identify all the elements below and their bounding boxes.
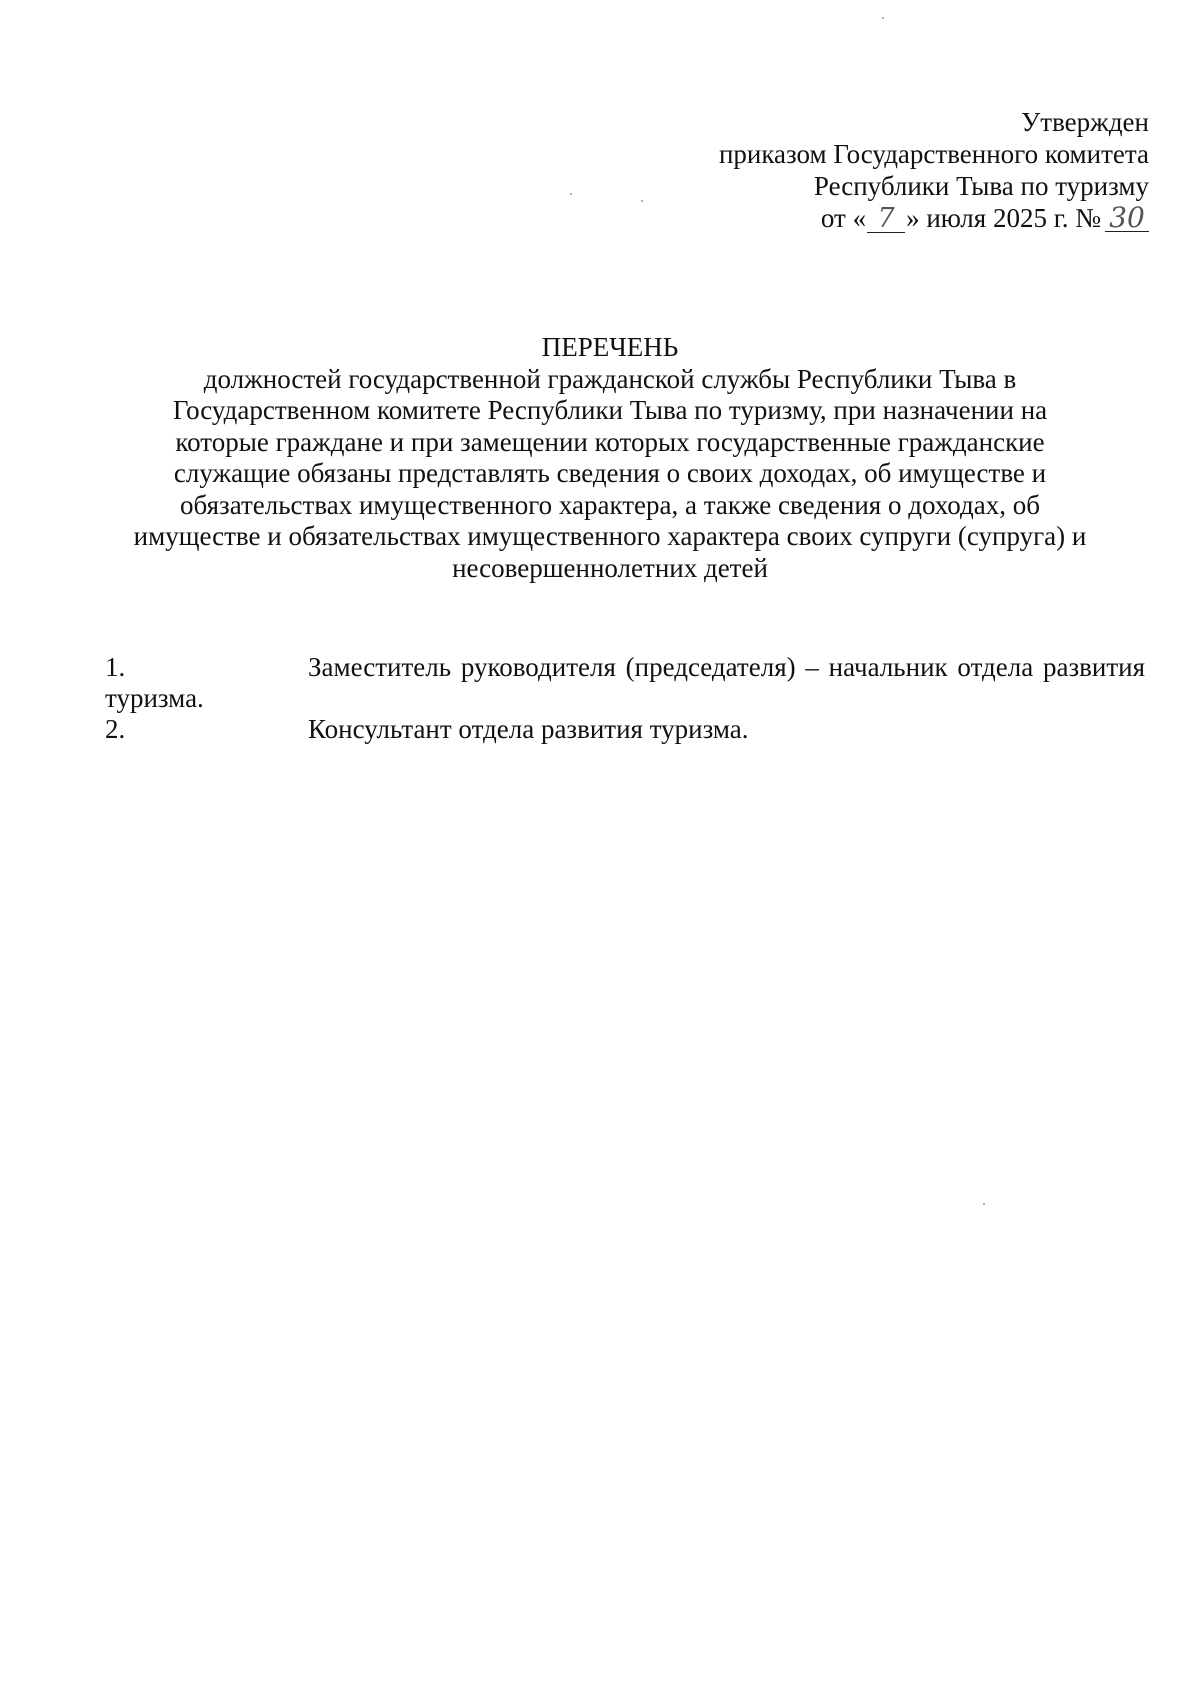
title-line-3: которые граждане и при замещении которых государственные гражданские — [175, 426, 1045, 457]
approval-line-1: Утвержден — [1021, 107, 1149, 137]
title-heading: ПЕРЕЧЕНЬ — [541, 332, 679, 362]
position-1-line-1 — [105, 652, 1145, 683]
position-number: 1. — [105, 652, 126, 682]
title-line-7: несовершеннолетних детей — [452, 552, 768, 583]
position-item — [105, 714, 1145, 745]
position-2-text: Консультант отдела развития туризма. — [308, 714, 749, 744]
position-item — [105, 652, 1145, 714]
title-line-2: Государственном комитете Республики Тыва по туризму, при назначении на — [172, 395, 1048, 425]
title-line-4: служащие обязаны представлять сведения о своих доходах, об имуществе и — [173, 458, 1047, 488]
handwritten-day: 7 — [867, 206, 905, 233]
document-title — [100, 332, 1120, 584]
position-1-text: Заместитель руководителя (председателя) – начальник отдела развития — [308, 652, 1145, 682]
approval-date-line — [529, 202, 1149, 234]
title-line-6: имуществе и обязательствах имущественного характера своих супруги (супруга) и — [133, 521, 1087, 551]
date-middle: » июля 2025 г. № — [906, 203, 1101, 233]
approval-line-3: Республики Тыва по туризму — [813, 171, 1149, 201]
title-line-5: обязательствах имущественного характера, а также сведения о доходах, об — [180, 489, 1040, 520]
approval-block — [529, 106, 1149, 234]
title-line-1: должностей государственной гражданской службы Республики Тыва в — [203, 363, 1017, 394]
scan-speck — [882, 17, 884, 19]
scan-speck — [983, 1203, 985, 1205]
scan-speck — [641, 200, 643, 202]
scan-speck — [570, 193, 572, 195]
positions-list — [105, 652, 1145, 745]
position-number: 2. — [105, 714, 126, 744]
handwritten-order-number: 30 — [1105, 205, 1149, 232]
date-prefix: от « — [820, 203, 867, 233]
approval-line-2: приказом Государственного комитета — [718, 139, 1149, 169]
position-1-line-2: туризма. — [105, 683, 204, 713]
